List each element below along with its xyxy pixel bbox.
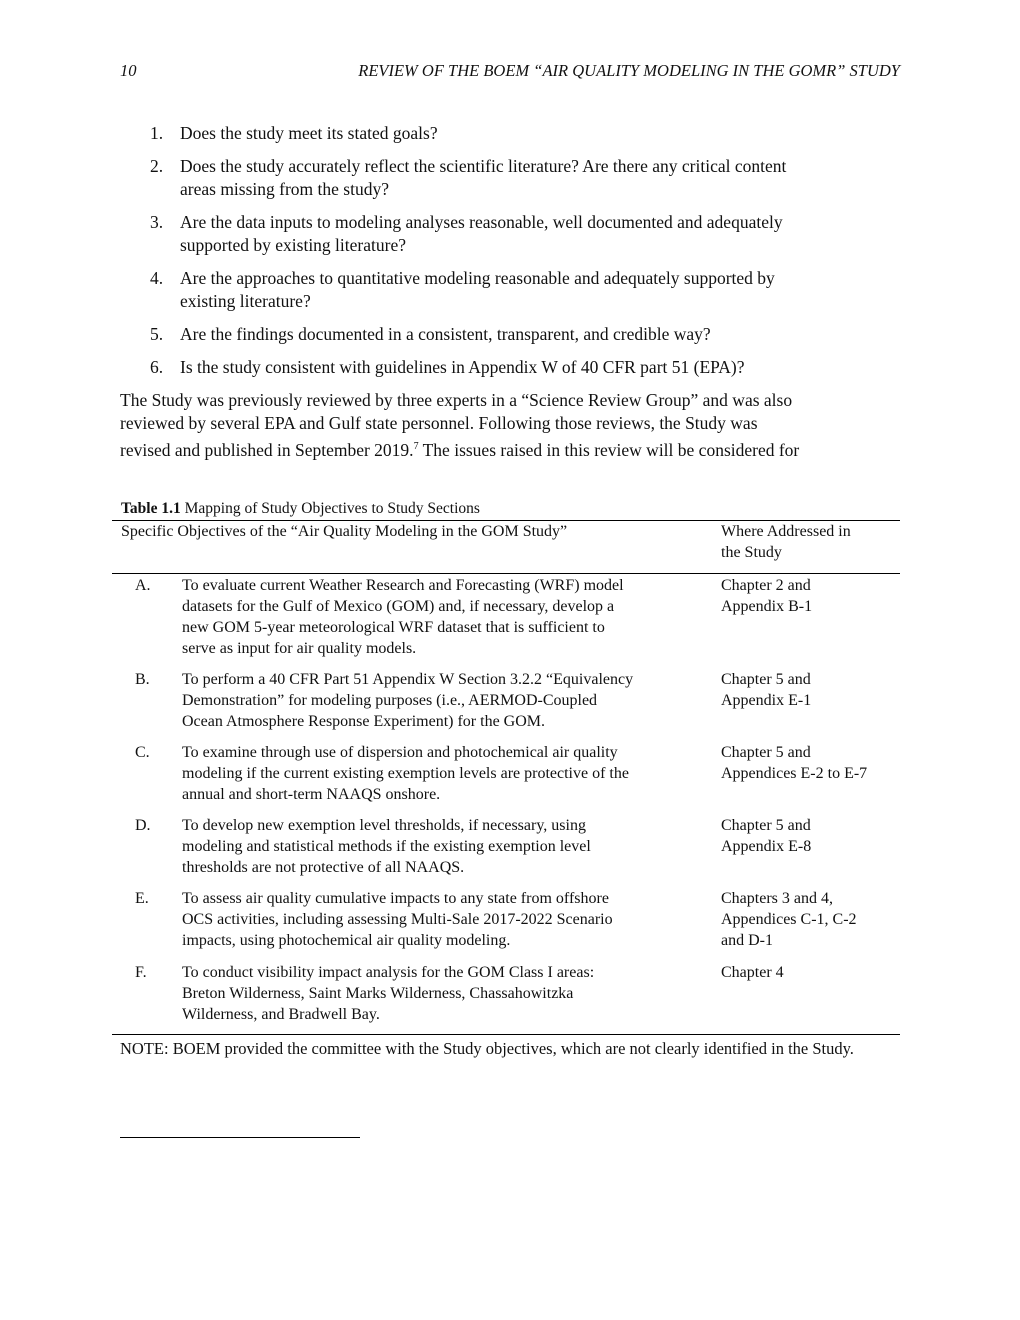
row-where: Chapter 5 and Appendices E-2 to E-7 xyxy=(721,744,868,782)
column-header-objectives: Specific Objectives of the “Air Quality Modeling in the GOM Study” xyxy=(121,523,568,540)
row-letter: E. xyxy=(135,890,149,907)
footnote-separator xyxy=(120,1137,360,1138)
row-letter: C. xyxy=(135,744,150,761)
question-text: Are the findings documented in a consistent, transparent, and credible way? xyxy=(180,324,711,344)
question-number: 1. xyxy=(150,123,164,143)
table-header-rule xyxy=(112,573,900,574)
question-text: Is the study consistent with guidelines in Appendix W of 40 CFR part 51 (EPA)? xyxy=(180,357,745,377)
row-objective: To conduct visibility impact analysis for the GOM Class I areas: Breton Wilderness, Saint Marks Wilderness, Chassahowitzka Wilderness, and Bradwell Bay. xyxy=(182,964,595,1023)
row-objective: To evaluate current Weather Research and Forecasting (WRF) model datasets for the Gulf of Mexico (GOM) and, if necessary, develop a new GOM 5-year meteorological WRF dataset that is sufficient to serve as input for air quality models. xyxy=(182,577,624,657)
body-paragraph xyxy=(120,389,910,462)
row-objective: To perform a 40 CFR Part 51 Appendix W Section 3.2.2 “Equivalency Demonstration” for modeling purposes (i.e., AERMOD-Coupled Ocean Atmosphere Response Experiment) for the GOM. xyxy=(182,671,634,730)
running-title: REVIEW OF THE BOEM “AIR QUALITY MODELING IN THE GOMR” STUDY xyxy=(358,61,900,80)
question-number: 4. xyxy=(150,268,164,288)
question-number: 5. xyxy=(150,324,164,344)
table-caption-text: Mapping of Study Objectives to Study Sections xyxy=(180,500,480,517)
table-caption xyxy=(121,500,480,518)
paragraph-text: The Study was previously reviewed by three experts in a “Science Review Group” and was also reviewed by several EPA and Gulf state personnel. Following those reviews, the Study was revised and published in September 2019. xyxy=(120,390,793,460)
question-text: Are the data inputs to modeling analyses reasonable, well documented and adequately supported by existing literature? xyxy=(180,212,783,255)
row-objective: To assess air quality cumulative impacts to any state from offshore OCS activities, including assessing Multi-Sale 2017-2022 Scenario impacts, using photochemical air quality modeling. xyxy=(182,890,613,949)
row-objective: To examine through use of dispersion and photochemical air quality modeling if the current existing exemption levels are protective of the annual and short-term NAAQS onshore. xyxy=(182,744,629,803)
row-objective: To develop new exemption level thresholds, if necessary, using modeling and statistical methods if the existing exemption level thresholds are not protective of all NAAQS. xyxy=(182,817,591,876)
question-text: Are the approaches to quantitative modeling reasonable and adequately supported by existing literature? xyxy=(180,268,775,311)
row-where: Chapter 4 xyxy=(721,964,784,981)
row-where: Chapters 3 and 4, Appendices C-1, C-2 and D-1 xyxy=(721,890,857,949)
question-text: Does the study accurately reflect the scientific literature? Are there any critical content areas missing from the study? xyxy=(180,156,787,199)
row-where: Chapter 5 and Appendix E-1 xyxy=(721,671,812,709)
table-note: NOTE: BOEM provided the committee with the Study objectives, which are not clearly identified in the Study. xyxy=(120,1039,854,1058)
footnote-ref[interactable]: 7 xyxy=(413,441,419,452)
row-where: Chapter 5 and Appendix E-8 xyxy=(721,817,812,855)
question-number: 6. xyxy=(150,357,164,377)
question-number: 3. xyxy=(150,212,164,232)
page-number: 10 xyxy=(120,61,137,80)
row-letter: B. xyxy=(135,671,150,688)
paragraph-text-after: The issues raised in this review will be considered for xyxy=(418,439,800,460)
row-letter: A. xyxy=(135,577,151,594)
table-label: Table 1.1 xyxy=(121,500,181,517)
row-letter: F. xyxy=(135,964,147,981)
row-letter: D. xyxy=(135,817,151,834)
row-where: Chapter 2 and Appendix B-1 xyxy=(721,577,813,615)
column-header-where: Where Addressed in the Study xyxy=(721,523,851,561)
question-text: Does the study meet its stated goals? xyxy=(180,123,438,143)
table-bottom-rule xyxy=(112,1034,900,1035)
question-number: 2. xyxy=(150,156,164,176)
